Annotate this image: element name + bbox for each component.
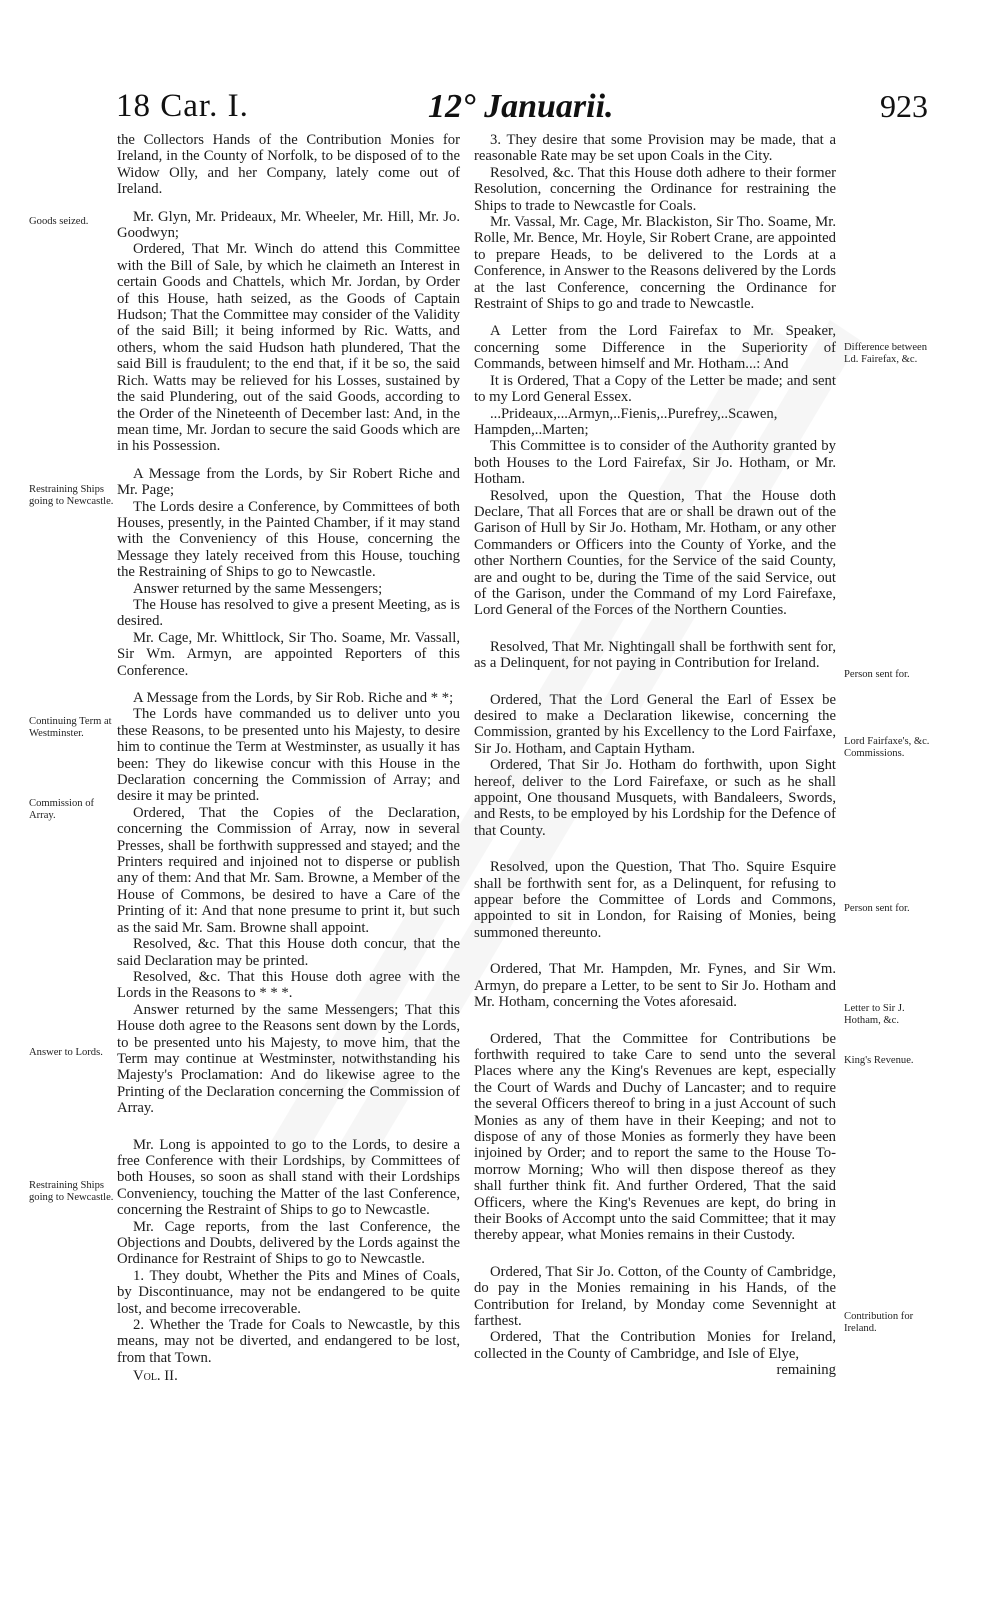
paragraph: Mr. Long is appointed to go to the Lords, to desire a free Conference with their Lordships, by Committees of both Houses, so soon as shall stand with their Lordships Conveniency, touching the Matter of the last Conference, concerning the Restraint of Ships to go to Newcastle. xyxy=(117,1136,460,1219)
margin-note-restraining-ships: Restraining Ships going to Newcastle. xyxy=(29,484,114,508)
volume-signature: Vol. II. xyxy=(133,1368,178,1385)
paragraph: A Message from the Lords, by Sir Robert Riche and Mr. Page; xyxy=(117,465,460,499)
margin-note-answer-to-lords: Answer to Lords. xyxy=(29,1047,103,1058)
paragraph: The House has resolved to give a present Meeting, as is desired. xyxy=(117,596,460,630)
paragraph: 2. Whether the Trade for Coals to Newcastle, by this means, may not be diverted, and endangered to be lost, from that Town. xyxy=(117,1317,460,1366)
margin-note-person-sent-for: Person sent for. xyxy=(844,669,910,680)
margin-note-fairfax-commissions: Lord Fairfaxe's, &c. Commissions. xyxy=(844,736,930,760)
paragraph: Mr. Glyn, Mr. Prideaux, Mr. Wheeler, Mr. Hill, Mr. Jo. Goodwyn; xyxy=(117,208,460,242)
catchword: remaining xyxy=(776,1362,836,1379)
running-head-date: 12° Januarii. xyxy=(428,88,614,125)
paragraph: Ordered, That Sir Jo. Hotham do forthwith, upon Sight hereof, deliver to the Lord Fairefaxe, or such as he shall appoint, One thousand Musquets, with Bandaleers, Swords, and Rests, to be employed by his Lordship for the Defence of that County. xyxy=(474,757,836,839)
paragraph: Resolved, &c. That this House doth adhere to their former Resolution, concerning the Ordinance for restraining the Ships to trade to Newcastle for Coals. xyxy=(474,164,836,214)
paragraph: The Lords have commanded us to deliver unto you these Reasons, to be presented unto his Majesty, to desire him to continue the Term at Westminster, as usually it has been: They do likewise concur with this House in the Declaration concerning the Commission of Array; and desire it may be printed. xyxy=(117,706,460,805)
paragraph: A Message from the Lords, by Sir Rob. Riche and * *; xyxy=(133,690,454,706)
paragraph: Resolved, &c. That this House doth agree with the Lords in the Reasons to * * *. xyxy=(117,968,460,1002)
paragraph: Resolved, &c. That this House doth concur, that the said Declaration may be printed. xyxy=(117,936,460,969)
running-head-regnal-year: 18 Car. I. xyxy=(116,88,249,124)
margin-note-contribution-ireland: Contribution for Ireland. xyxy=(844,1311,914,1335)
margin-note-continuing-term: Continuing Term at Westminster. xyxy=(29,716,112,740)
margin-note-goods-seized: Goods seized. xyxy=(29,216,89,227)
paragraph: Resolved, upon the Question, That Tho. Squire Esquire shall be forthwith sent for, as a Delinquent, for refusing to appear before the Committee of Lords and Commons, appointed to sit in London, for Raising of Monies, being summoned thereunto. xyxy=(474,859,836,941)
paragraph: Ordered, That the Committee for Contributions be forthwith required to take Care to send unto the several Places where any the King's Revenues are kept, especially the Court of Wards and Duchy of Lancaster; and to require the several Officers thereof to bring in a just Account of such Monies as any of them have in their Keeping; and not to dispose of any of those Monies as formerly they have been injoined by Order; and to report the same to the House To-morrow Morning; Who will then dispose thereof as they shall further think fit. And further Ordered, That the said Officers, where the King's Revenues are kept, do bring in their Books of Accompt unto the said Committee; that it may thereby appear, what Monies remains in their Custody. xyxy=(474,1030,836,1244)
paragraph: 1. They doubt, Whether the Pits and Mines of Coals, by Discontinuance, may not be endangered to be quite lost, and become irrecoverable. xyxy=(117,1267,460,1317)
paragraph: Resolved, upon the Question, That the House doth Declare, That all Forces that are or shall be drawn out of the Garison of Hull by Sir Jo. Hotham, Mr. Hotham, or any other Commanders or Officers into the County of Yorke, and the other Northern Counties, for the Service of the said County, are and ought to be, during the Time of the said Service, out of the Garison, under the Command of my Lord Fairefaxe, Lord General of the Forces of the Northern Counties. xyxy=(474,487,836,619)
margin-note-restraining-ships-2: Restraining Ships going to Newcastle. xyxy=(29,1180,114,1204)
paragraph: Mr. Vassal, Mr. Cage, Mr. Blackiston, Sir Tho. Soame, Mr. Rolle, Mr. Bence, Mr. Hoyle, Sir Robert Crane, are appointed to prepare Heads, to be delivered to the Lords at a Conference, in Answer to the Reasons delivered by the Lords at the last Conference, concerning the Ordinance for Restraint of Ships to go and trade to Newcastle. xyxy=(474,214,836,313)
paragraph: This Committee is to consider of the Authority granted by both Houses to the Lord Fairefax, Sir Jo. Hotham, or Mr. Hotham. xyxy=(474,438,836,488)
paragraph: Mr. Cage, Mr. Whittlock, Sir Tho. Soame, Mr. Vassall, Sir Wm. Armyn, are appointed Reporters of this Conference. xyxy=(117,629,460,679)
margin-note-commission-of-array: Commission of Array. xyxy=(29,798,95,822)
margin-note-letter-to-hotham: Letter to Sir J. Hotham, &c. xyxy=(844,1003,905,1027)
paragraph: Mr. Cage reports, from the last Conference, the Objections and Doubts, delivered by the Lords against the Ordinance for Restraint of Ships to go to Newcastle. xyxy=(117,1218,460,1268)
paragraph: The Lords desire a Conference, by Committees of both Houses, presently, in the Painted Chamber, if it may stand with the Conveniency of this House, concerning the Message they lately received from this House, touching the Restraining of Ships to go to Newcastle. xyxy=(117,498,460,581)
paragraph: Ordered, That Mr. Hampden, Mr. Fynes, and Sir Wm. Armyn, do prepare a Letter, to be sent to Sir Jo. Hotham and Mr. Hotham, concerning the Votes aforesaid. xyxy=(474,961,836,1011)
paragraph: Resolved, That Mr. Nightingall shall be forthwith sent for, as a Delinquent, for not paying in Contribution for Ireland. xyxy=(474,638,836,672)
paragraph: ...Prideaux,...Armyn,..Fienis,..Purefrey,..Scawen, Hampden,..Marten; xyxy=(474,405,778,438)
paragraph: Ordered, That Mr. Winch do attend this Committee with the Bill of Sale, by which he claimeth an Interest in certain Goods and Chattels, which Mr. Jordan, by Order of this House, hath seized, as the Goods of Captain Hudson; That the Committee may consider of the Validity of the said Bill; it being informed by Ric. Watts, and others, whom the said Hudson hath plundered, That the said Bill is fraudulent; to the end that, if it be so, the said Rich. Watts may be relieved for his Losses, sustained by the said Plundering, out of the said Goods, according to the Order of the Nineteenth of December last: And, in the mean time, Mr. Jordan to secure the said Goods which are in his Possession. xyxy=(117,241,460,455)
paragraph: A Letter from the Lord Fairefax to Mr. Speaker, concerning some Difference in the Superiority of Commands, between himself and Mr. Hotham...: And xyxy=(474,323,836,373)
right-text-column xyxy=(474,132,836,1393)
left-text-column xyxy=(117,132,460,1399)
page-number: 923 xyxy=(880,88,928,124)
paragraph: Ordered, That Sir Jo. Cotton, of the County of Cambridge, do pay in the Monies remaining in his Hands, of the Contribution for Ireland, by Monday come Sevennight at farthest. xyxy=(474,1263,836,1329)
margin-note-person-sent-for-2: Person sent for. xyxy=(844,903,910,914)
paragraph: Answer returned by the same Messengers; xyxy=(133,580,383,597)
paragraph: the Collectors Hands of the Contribution Monies for Ireland, in the County of Norfolk, to be disposed of to the Widow Olly, and her Company, lately come out of Ireland. xyxy=(117,132,460,198)
margin-note-kings-revenue: King's Revenue. xyxy=(844,1055,914,1066)
paragraph: Ordered, That the Lord General the Earl of Essex be desired to make a Declaration likewise, concerning the Commission, granted by his Excellency to the Lord Fairfaxe, Sir Jo. Hotham, and Captain Hytham. xyxy=(474,691,836,757)
paragraph: Ordered, That the Contribution Monies for Ireland, collected in the County of Cambridge, and Isle of Elye, xyxy=(474,1329,836,1362)
paragraph: It is Ordered, That a Copy of the Letter be made; and sent to my Lord General Essex. xyxy=(474,372,836,406)
paragraph: Ordered, That the Copies of the Declaration, concerning the Commission of Array, now in several Presses, shall be forthwith suppressed and stayed; and the Printers required and injoined not to disperse or publish any of them: And that Mr. Sam. Browne, a Member of the House of Commons, be desired to have a Care of the Printing of it: And that none presume to print it, but such as the said Mr. Sam. Browne shall appoint. xyxy=(117,804,460,936)
margin-note-difference-fairefax: Difference between Ld. Fairefax, &c. xyxy=(844,342,928,366)
paragraph: 3. They desire that some Provision may be made, that a reasonable Rate may be set upon Coals in the City. xyxy=(474,132,836,165)
paragraph: Answer returned by the same Messengers; That this House doth agree to the Reasons sent down by the Lords, to be presented unto his Majesty, to move him, that the Term may continue at Westminster, notwithstanding his Majesty's Proclamation: And do likewise agree to the Printing of the Declaration concerning the Commission of Array. xyxy=(117,1001,460,1117)
